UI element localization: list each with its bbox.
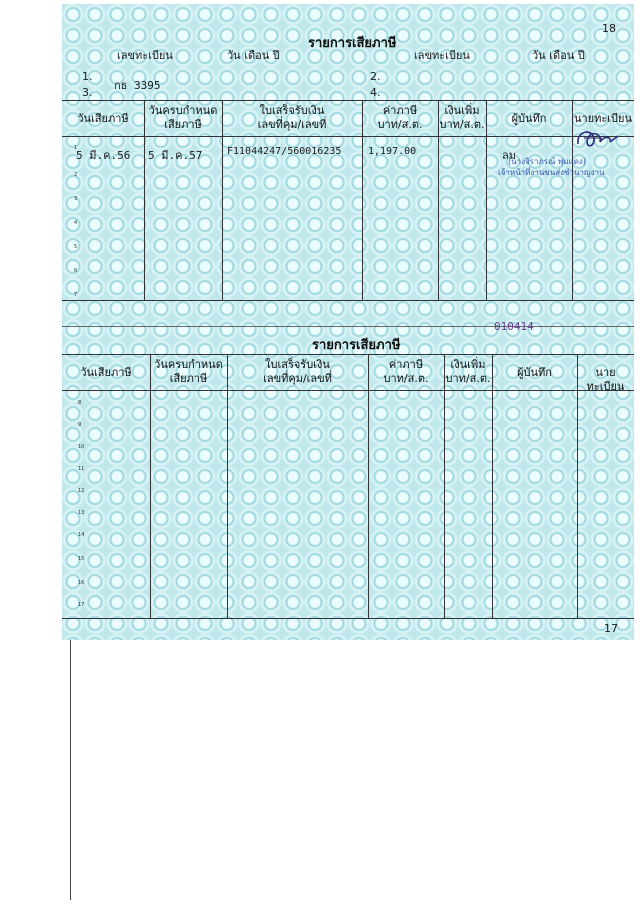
- row-number: 12: [78, 488, 85, 494]
- col-header-tax-date: วันเสียภาษี: [77, 112, 129, 125]
- row-number: 8: [78, 400, 82, 406]
- row-number: 16: [78, 580, 85, 586]
- col-b-header-tax-date: วันเสียภาษี: [80, 366, 132, 379]
- col-header-due-date: วันครบกำหนด เสียภาษี: [148, 104, 218, 131]
- reg-header-right: เลขทะเบียน: [414, 49, 470, 62]
- col-b-divider-1: [150, 354, 151, 618]
- row-number: 14: [78, 532, 85, 538]
- col-header-recorder: ผู้บันทึก: [511, 112, 547, 125]
- col-b-header-extra: เงินเพิ่ม บาท/ส.ต.: [445, 358, 491, 385]
- col-b-header-tax: ค่าภาษี บาท/ส.ต.: [383, 358, 429, 385]
- col-b-divider-4: [444, 354, 445, 618]
- row1-tax: 1,197.00: [368, 146, 417, 157]
- col-divider-5: [486, 100, 487, 300]
- col-header-receipt: ใบเสร็จรับเงิน เลขที่คุม/เลขที่: [257, 104, 327, 131]
- table-b-top-border: [62, 354, 634, 355]
- row-number: 17: [78, 602, 85, 608]
- row1-due-date: 5 มี.ค.57: [148, 149, 203, 162]
- row1-recorder: ลม: [502, 149, 516, 162]
- section-title-bottom: รายการเสียภาษี: [312, 338, 401, 353]
- row-number: 3: [74, 196, 78, 202]
- row-number: 6: [74, 268, 78, 274]
- row-number: 1: [74, 145, 78, 151]
- col-b-header-recorder: ผู้บันทึก: [517, 366, 552, 379]
- registrar-signature-icon: [572, 124, 632, 154]
- page-number-top: 18: [602, 22, 616, 35]
- row-number: 15: [78, 556, 85, 562]
- reg-header-left: เลขทะเบียน: [117, 49, 173, 62]
- entry-number-3: 3.: [82, 86, 93, 99]
- row1-receipt: F11044247/560016235: [227, 146, 342, 157]
- tax-record-sheet: [62, 4, 634, 640]
- scan-margin-line: [70, 640, 71, 900]
- table-header-divider: [62, 136, 634, 137]
- table-b-bottom-border: [62, 618, 634, 619]
- row-number: 10: [78, 444, 85, 450]
- date-header-left: วัน เดือน ปี: [227, 49, 280, 62]
- section-title-top: รายการเสียภาษี: [308, 36, 397, 51]
- serial-number: 010414: [494, 320, 534, 333]
- row-number: 7: [74, 292, 78, 298]
- col-b-header-receipt: ใบเสร็จรับเงิน เลขที่คุม/เลขที่: [263, 358, 332, 385]
- date-header-right: วัน เดือน ปี: [532, 49, 585, 62]
- row1-recorder-name: (นางจิราภรณ์ พุ่มแดง): [508, 157, 586, 166]
- entry-number-1: 1.: [82, 70, 93, 83]
- row1-recorder-title: เจ้าหน้าที่งานขนส่งชำนาญงาน: [498, 168, 605, 177]
- col-b-header-registrar: นายทะเบียน: [586, 366, 625, 393]
- col-header-tax: ค่าภาษี บาท/ส.ต.: [377, 104, 423, 131]
- table-bottom-border: [62, 300, 634, 301]
- col-b-header-due-date: วันครบกำหนด เสียภาษี: [154, 358, 223, 385]
- page-number-bottom: 17: [604, 622, 618, 635]
- row1-tax-date: 5 มี.ค.56: [76, 149, 131, 162]
- table-top-border: [62, 100, 634, 101]
- table-b-header-divider: [62, 390, 634, 391]
- row-number: 4: [74, 220, 78, 226]
- col-header-registrar: นายทะเบียน: [573, 112, 632, 125]
- row-number: 5: [74, 244, 78, 250]
- entry-number-4: 4.: [370, 86, 381, 99]
- page-break-line: [62, 326, 634, 327]
- entry-number-2: 2.: [370, 70, 381, 83]
- reg-value-1: กธ 3395: [114, 79, 161, 92]
- col-b-divider-2: [227, 354, 228, 618]
- row-number: 11: [78, 466, 85, 472]
- col-b-divider-5: [492, 354, 493, 618]
- row-number: 2: [74, 172, 78, 178]
- col-header-extra: เงินเพิ่ม บาท/ส.ต.: [439, 104, 485, 131]
- row-number: 9: [78, 422, 82, 428]
- row-number: 13: [78, 510, 85, 516]
- col-b-divider-3: [368, 354, 369, 618]
